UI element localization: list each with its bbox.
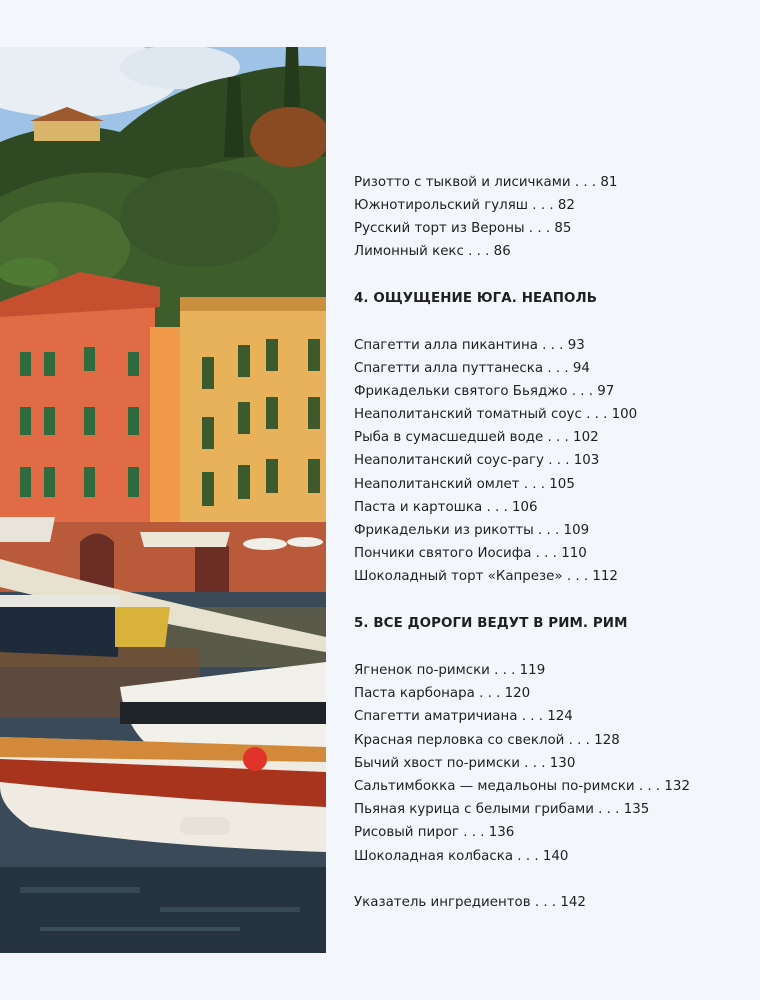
harbor-photo — [0, 47, 326, 953]
toc-entry: Красная перловка со свеклой . . . 128 — [354, 733, 620, 748]
section-heading: 5. ВСЕ ДОРОГИ ВЕДУТ В РИМ. РИМ — [354, 616, 628, 631]
toc-entry: Бычий хвост по-римски . . . 130 — [354, 756, 576, 771]
toc-entry: Фрикадельки из рикотты . . . 109 — [354, 523, 590, 538]
toc-entry: Спагетти алла путтанеска . . . 94 — [354, 361, 590, 376]
toc-entry: Южнотирольский гуляш . . . 82 — [354, 198, 575, 213]
toc-entry: Спагетти алла пикантина . . . 93 — [354, 338, 585, 353]
toc-entry: Ризотто с тыквой и лисичками . . . 81 — [354, 175, 618, 190]
toc-entry-index: Указатель ингредиентов . . . 142 — [354, 895, 586, 910]
toc-entry: Лимонный кекс . . . 86 — [354, 244, 511, 259]
toc-entry: Неаполитанский соус-рагу . . . 103 — [354, 453, 600, 468]
toc-entry: Пьяная курица с белыми грибами . . . 135 — [354, 802, 650, 817]
toc-entry: Рисовый пирог . . . 136 — [354, 825, 515, 840]
toc-entry: Рыба в сумасшедшей воде . . . 102 — [354, 430, 599, 445]
toc-entry: Неаполитанский томатный соус . . . 100 — [354, 407, 638, 422]
toc-entry: Неаполитанский омлет . . . 105 — [354, 477, 575, 492]
toc-entry: Паста карбонара . . . 120 — [354, 686, 531, 701]
toc-entry: Спагетти аматричиана . . . 124 — [354, 709, 573, 724]
toc-entry: Русский торт из Вероны . . . 85 — [354, 221, 572, 236]
section-heading: 4. ОЩУЩЕНИЕ ЮГА. НЕАПОЛЬ — [354, 291, 598, 306]
toc-entry: Пончики святого Иосифа . . . 110 — [354, 546, 587, 561]
toc-entry: Сальтимбокка — медальоны по-римски . . . 132 — [354, 779, 690, 794]
toc-entry: Шоколадная колбаска . . . 140 — [354, 849, 569, 864]
toc-entry: Паста и картошка . . . 106 — [354, 500, 538, 515]
toc-entry: Шоколадный торт «Капрезе» . . . 112 — [354, 569, 618, 584]
toc-entry: Фрикадельки святого Бьяджо . . . 97 — [354, 384, 615, 399]
toc-entry: Ягненок по-римски . . . 119 — [354, 663, 546, 678]
